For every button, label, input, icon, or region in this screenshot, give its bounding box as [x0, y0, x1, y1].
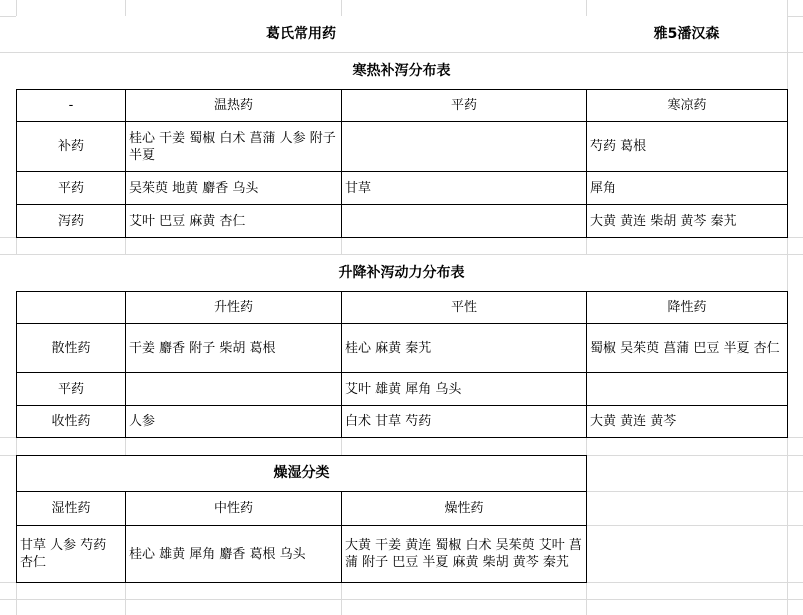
table1-cell: 桂心 干姜 蜀椒 白术 菖蒲 人参 附子半夏 — [125, 121, 342, 172]
table1-cell — [341, 204, 587, 238]
gridline — [586, 491, 803, 492]
author-label: 雅5潘汉森 — [586, 16, 787, 52]
table2-cell: 蜀椒 吴茱萸 菖蒲 巴豆 半夏 杏仁 — [586, 323, 788, 373]
table3-col-header-0: 湿性药 — [16, 491, 126, 526]
table1-cell: 甘草 — [341, 171, 587, 205]
table3-title: 燥湿分类 — [16, 455, 587, 492]
table2-row-label: 平药 — [16, 372, 126, 406]
table1-cell — [341, 121, 587, 172]
table1-row-label: 补药 — [16, 121, 126, 172]
table2-title: 升降补泻动力分布表 — [16, 255, 787, 291]
table1-row-label: 平药 — [16, 171, 126, 205]
table2-col-header-3: 降性药 — [586, 291, 788, 324]
table2-col-header-2: 平性 — [341, 291, 587, 324]
gridline — [0, 599, 803, 600]
table2-cell — [586, 372, 788, 406]
table2-cell: 桂心 麻黄 秦艽 — [341, 323, 587, 373]
table3-cell: 甘草 人参 芍药 杏仁 — [16, 525, 126, 583]
table1-cell: 吴茱萸 地黄 麝香 乌头 — [125, 171, 342, 205]
sheet-title: 葛氏常用药 — [16, 16, 586, 52]
table1-cell: 艾叶 巴豆 麻黄 杏仁 — [125, 204, 342, 238]
table2-row-label: 散性药 — [16, 323, 126, 373]
table1-col-header-2: 平药 — [341, 89, 587, 122]
table1-col-header-0: - — [16, 89, 126, 122]
table1-col-header-3: 寒凉药 — [586, 89, 788, 122]
table1-cell: 犀角 — [586, 171, 788, 205]
table3-cell: 大黄 干姜 黄连 蜀椒 白术 吴茱萸 艾叶 菖蒲 附子 巴豆 半夏 麻黄 柴胡 黄芩 秦艽 — [341, 525, 587, 583]
table3-col-header-1: 中性药 — [125, 491, 342, 526]
table2-col-header-1: 升性药 — [125, 291, 342, 324]
table2-row-label: 收性药 — [16, 405, 126, 438]
table1-col-header-1: 温热药 — [125, 89, 342, 122]
gridline — [586, 525, 803, 526]
table2-cell: 大黄 黄连 黄芩 — [586, 405, 788, 438]
table2-cell: 白术 甘草 芍药 — [341, 405, 587, 438]
table2-cell: 艾叶 雄黄 犀角 乌头 — [341, 372, 587, 406]
table3-col-header-2: 燥性药 — [341, 491, 587, 526]
table3-cell: 桂心 雄黄 犀角 麝香 葛根 乌头 — [125, 525, 342, 583]
table2-cell: 人参 — [125, 405, 342, 438]
table1-cell: 大黄 黄连 柴胡 黄芩 秦艽 — [586, 204, 788, 238]
table1-cell: 芍药 葛根 — [586, 121, 788, 172]
table2-cell — [125, 372, 342, 406]
table1-row-label: 泻药 — [16, 204, 126, 238]
table2-cell: 干姜 麝香 附子 柴胡 葛根 — [125, 323, 342, 373]
table2-col-header-0 — [16, 291, 126, 324]
table1-title: 寒热补泻分布表 — [16, 53, 787, 89]
